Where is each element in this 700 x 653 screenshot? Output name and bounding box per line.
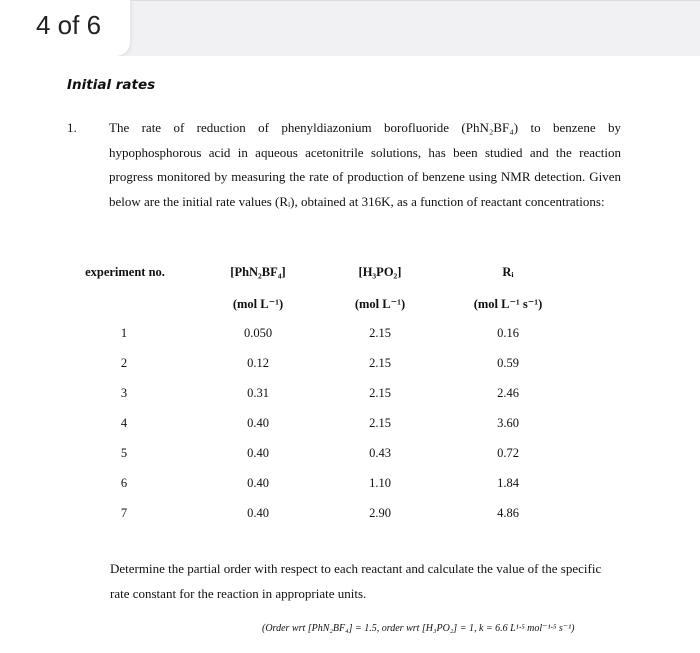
cell-experiment: 1 [120, 326, 128, 340]
cell-experiment: 3 [120, 386, 128, 400]
cell-phn2bf4: 0.050 [243, 326, 273, 340]
cell-phn2bf4: 0.40 [247, 446, 269, 460]
cell-experiment: 4 [120, 416, 128, 430]
cell-rate: 0.72 [497, 446, 519, 460]
cell-experiment: 2 [120, 356, 128, 370]
cell-phn2bf4: 0.40 [247, 416, 269, 430]
header-phn2bf4-unit: (mol L⁻¹) [232, 297, 284, 311]
cell-experiment: 6 [120, 476, 128, 490]
cell-h3po2: 2.15 [369, 416, 391, 430]
page-counter [0, 0, 130, 56]
cell-phn2bf4: 0.12 [247, 356, 269, 370]
task-instruction: Determine the partial order with respect to each reactant and calculate the value of the specific rate constant for the reaction in appropriate units. [110, 561, 602, 601]
cell-h3po2: 1.10 [369, 476, 391, 490]
header-experiment: experiment no. [85, 265, 165, 279]
cell-h3po2: 2.15 [369, 356, 391, 370]
cell-h3po2: 2.90 [369, 506, 391, 520]
cell-rate: 0.59 [497, 356, 519, 370]
header-rate: Rᵢ [502, 265, 514, 279]
cell-experiment: 7 [120, 506, 128, 520]
cell-h3po2: 2.15 [369, 326, 391, 340]
cell-phn2bf4: 0.40 [247, 476, 269, 490]
page-indicator: 4 of 6 [36, 10, 102, 40]
cell-h3po2: 0.43 [369, 446, 391, 460]
cell-rate: 3.60 [497, 416, 519, 430]
cell-phn2bf4: 0.31 [247, 386, 269, 400]
cell-rate: 0.16 [497, 326, 519, 340]
cell-phn2bf4: 0.40 [247, 506, 269, 520]
section-title: Initial rates [67, 77, 156, 93]
cell-rate: 2.46 [497, 386, 519, 400]
top-divider [130, 0, 700, 1]
header-phn2bf4: [PhN₂BF₄] [230, 265, 286, 279]
answer-hint: (Order wrt [PhN₂BF₄] = 1.5, order wrt [H₃PO₂] = 1, k = 6.6 L¹·⁵ mol⁻¹·⁵ s⁻¹) [262, 623, 575, 634]
cell-rate: 4.86 [497, 506, 519, 520]
question-number: 1. [67, 120, 77, 135]
cell-rate: 1.84 [497, 476, 519, 490]
header-h3po2: [H₃PO₂] [358, 265, 402, 279]
cell-experiment: 5 [120, 446, 128, 460]
cell-h3po2: 2.15 [369, 386, 391, 400]
header-rate-unit: (mol L⁻¹ s⁻¹) [473, 297, 543, 311]
question-intro: The rate of reduction of phenyldiazonium borofluoride (PhN₂BF₄) to benzene by hypophosphorous acid in aqueous acetonitrile solutions, has been studied and the reaction progress monitored by measuring the rate of production of benzene using NMR detection. Given below are the initial rate values (Rᵢ), obtained at 316K, as a function of reactant concentrations: [109, 120, 621, 209]
header-h3po2-unit: (mol L⁻¹) [354, 297, 406, 311]
